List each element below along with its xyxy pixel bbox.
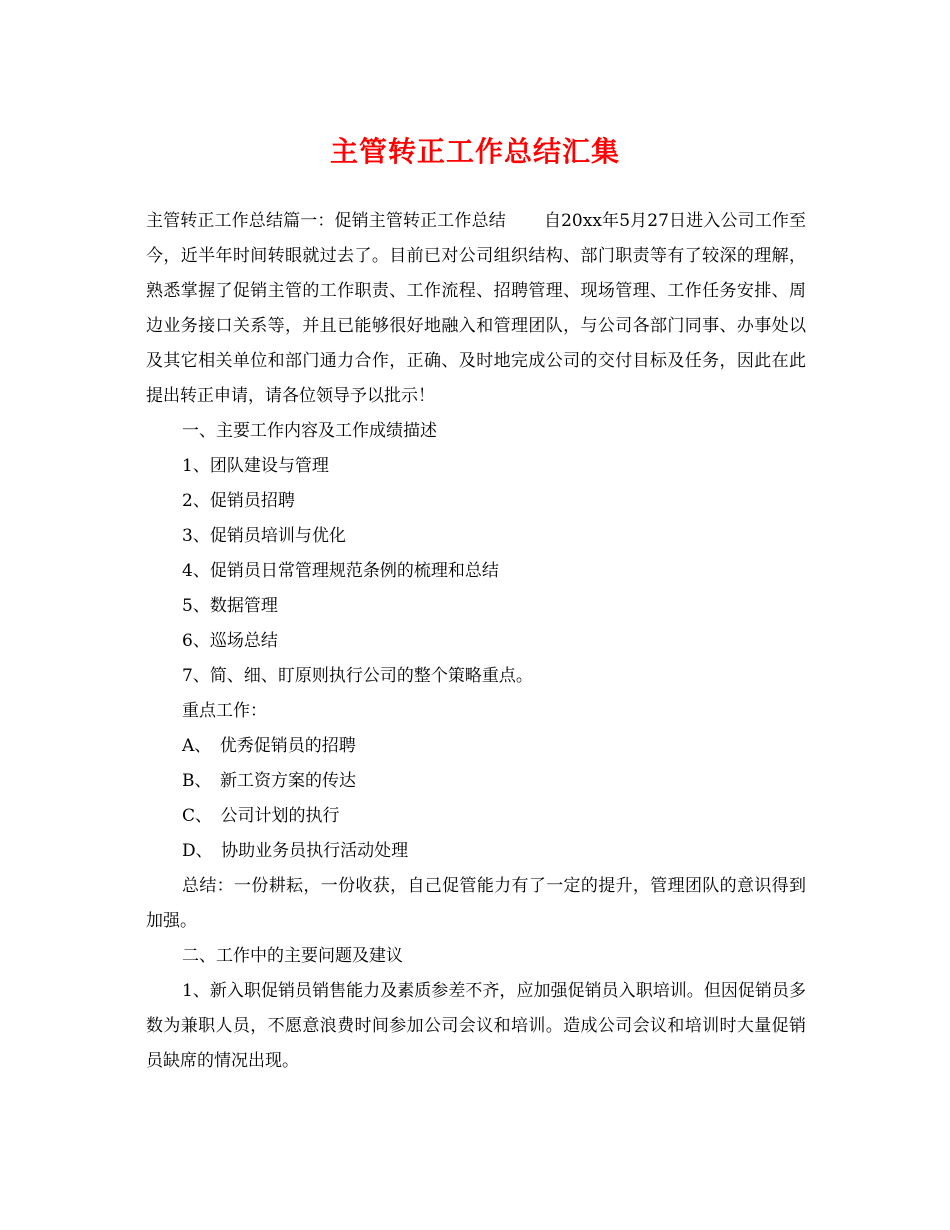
list-item: 5、数据管理 xyxy=(182,596,278,616)
key-work-heading: 重点工作： xyxy=(182,701,267,721)
section2-heading: 二、工作中的主要问题及建议 xyxy=(182,946,403,966)
list-item: 7、简、细、盯原则执行公司的整个策略重点。 xyxy=(182,666,533,686)
document-body xyxy=(146,204,806,1079)
list-item: 2、促销员招聘 xyxy=(182,491,295,511)
key-item: D、 协助业务员执行活动处理 xyxy=(182,841,409,861)
key-item: A、 优秀促销员的招聘 xyxy=(182,736,356,756)
key-item: C、 公司计划的执行 xyxy=(182,806,340,826)
key-item: B、 新工资方案的传达 xyxy=(182,771,356,791)
document-title: 主管转正工作总结汇集 xyxy=(329,135,620,168)
intro-paragraph xyxy=(146,204,806,414)
list-item: 6、巡场总结 xyxy=(182,631,278,651)
summary-paragraph: 总结：一份耕耘，一份收获，自己促管能力有了一定的提升，管理团队的意识得到加强。 xyxy=(146,876,806,931)
list-item: 3、促销员培训与优化 xyxy=(182,526,346,546)
list-item: 1、团队建设与管理 xyxy=(182,456,329,476)
intro-rest: 自20xx年5月27日进入公司工作至今，近半年时间转眼就过去了。目前已对公司组织结构、部门职责等有了较深的理解，熟悉掌握了促销主管的工作职责、工作流程、招聘管理、现场管理、工作任务安排、周边业务接口关系等，并且已能够很好地融入和管理团队，与公司各部门同事、办事处以及其它相关单位和部门通力合作，正确、及时地完成公司的交付目标及任务，因此在此提出转正申请，请各位领导予以批示！ xyxy=(146,211,806,406)
intro-lead: 主管转正工作总结篇一：促销主管转正工作总结 xyxy=(146,211,506,231)
section1-heading: 一、主要工作内容及工作成绩描述 xyxy=(182,421,437,441)
problem-paragraph: 1、新入职促销员销售能力及素质参差不齐，应加强促销员入职培训。但因促销员多数为兼职人员，不愿意浪费时间参加公司会议和培训。造成公司会议和培训时大量促销员缺席的情况出现。 xyxy=(146,981,806,1071)
list-item: 4、促销员日常管理规范条例的梳理和总结 xyxy=(182,561,499,581)
